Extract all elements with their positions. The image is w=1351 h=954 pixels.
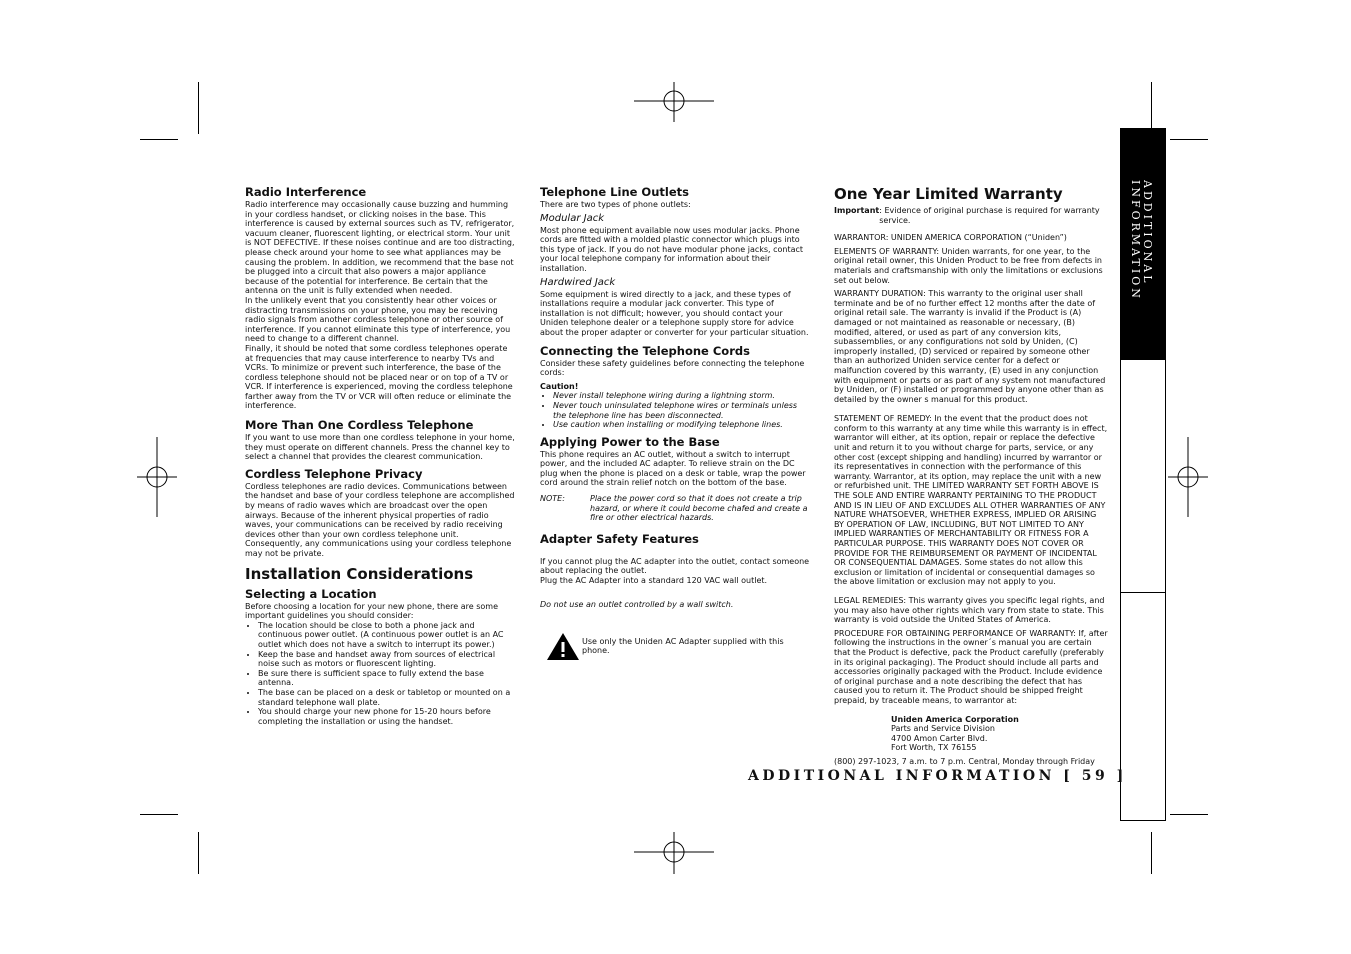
paragraph: PROCEDURE FOR OBTAINING PERFORMANCE OF WARRANTY: If, after following the instructions in the owner´s manual you are certain that the Product is defective, pack the Product carefully (preferably in its original packaging). The Product should include all parts and accessories originally packaged with the Product. Include evidence of original purchase and a note describing the defect that has caused you to return it. The Product should be shipped freight prepaid, by traceable means, to warrantor at: — [834, 628, 1108, 705]
adapter-safety-heading: Adapter Safety Features — [540, 531, 699, 546]
paragraph: Before choosing a location for your new phone, there are some important guidelines you should consider: — [245, 601, 499, 621]
registration-mark-top — [634, 82, 714, 122]
phone-line: (800) 297-1023, 7 a.m. to 7 p.m. Central, Monday through Friday — [834, 756, 1095, 766]
warning-row — [540, 631, 812, 661]
paragraph: In the unlikely event that you consistently hear other voices or distracting transmissions on your phone, you may be receiving radio signals from another cordless telephone or other source of interference. If you cannot eliminate this type of interference, you need to change to a different channel. — [245, 295, 511, 344]
crop-mark — [140, 139, 178, 140]
more-than-one-heading: More Than One Cordless Telephone — [245, 418, 474, 433]
list-item: • Be sure there is sufficient space to fully extend the base antenna. — [258, 669, 517, 688]
important-text: : Evidence of original purchase is required for warranty service. — [879, 206, 1100, 225]
column-2 — [540, 186, 812, 661]
applying-power-heading: Applying Power to the Base — [540, 434, 720, 449]
registration-mark-left — [137, 437, 177, 517]
connecting-cords-heading: Connecting the Telephone Cords — [540, 343, 750, 358]
list-item: • Keep the base and handset away from sources of electrical noise such as motors or fluorescent lighting. — [258, 650, 517, 669]
list-item: • You should charge your new phone for 15-20 hours before completing the installation or using the handset. — [258, 707, 517, 726]
column-1 — [245, 186, 517, 726]
list-item: • Use caution when installing or modifying telephone lines. — [553, 420, 812, 430]
note — [540, 494, 812, 523]
hardwired-jack-subheading: Hardwired Jack — [540, 276, 616, 288]
paragraph: Finally, it should be noted that some cordless telephones operate at frequencies that may cause interference to nearby TVs and VCRs. To minimize or prevent such interference, the base of the cordless telephone should not be placed near or on top of a TV or VCR. If interference is experienced, moving the cordless telephone farther away from the TV or VCR will often reduce or eliminate the interference. — [245, 343, 513, 411]
crop-mark — [198, 832, 199, 874]
list-item: • Never touch uninsulated telephone wires or terminals unless the telephone line has been disconnected. — [553, 401, 812, 420]
column-3 — [834, 186, 1108, 766]
paragraph: If you want to use more than one cordless telephone in your home, they must operate on different channels. Press the channel key to select a channel that provides the clearest communication. — [245, 433, 515, 462]
crop-mark — [140, 814, 178, 815]
paragraph: ELEMENTS OF WARRANTY: Uniden warrants, for one year, to the original retail owner, this Uniden Product to be free from defects in materials and craftsmanship with only the limitations or exclusions set out below. — [834, 246, 1103, 285]
warranty-heading: One Year Limited Warranty — [834, 185, 1063, 203]
outlets-heading: Telephone Line Outlets — [540, 185, 689, 199]
important-row — [834, 206, 1108, 225]
important-label: Important — [834, 206, 880, 215]
crop-mark — [1170, 139, 1208, 140]
side-tab-divider — [1120, 592, 1166, 593]
paragraph: If you cannot plug the AC adapter into the outlet, contact someone about replacing the outlet. — [540, 556, 810, 576]
note-label: NOTE: — [540, 494, 565, 504]
caution-label: Caution! — [540, 381, 579, 391]
warning-text: Use only the Uniden AC Adapter supplied with this phone. — [582, 636, 784, 656]
paragraph: Most phone equipment available now uses modular jacks. Phone cords are fitted with a molded plastic connector which plugs into this type of jack. If you do not have modular phone jacks, contact your local telephone company for information about their installation. — [540, 225, 804, 273]
address-line: Parts and Service Division — [891, 724, 995, 734]
paragraph: STATEMENT OF REMEDY: In the event that the product does not conform to this warranty at any time while this warranty is in effect, warrantor will either, at its option, repair or replace the defective unit and return it to you without charge for parts, service, or any other cost (except shipping and handling) incurred by warrantor or its representatives in connection with the performance of this warranty. Warrantor, at its option, may replace the unit with a new or refurbished unit. THE LIMITED WARRANTY SET FORTH ABOVE IS THE SOLE AND ENTIRE WARRANTY PERTAINING TO THE PRODUCT AND IS IN LIEU OF AND EXCLUDES ALL OTHER WARRANTIES OF ANY NATURE WHATSOEVER, WHETHER EXPRESS, IMPLIED OR ARISING BY OPERATION OF LAW, INCLUDING, BUT NOT LIMITED TO ANY IMPLIED WARRANTIES OF MERCHANTABILITY OR FITNESS FOR A PARTICULAR PURPOSE. THIS WARRANTY DOES NOT COVER OR PROVIDE FOR THE REIMBURSEMENT OR PAYMENT OF INCIDENTAL OR CONSEQUENTIAL DAMAGES. Some states do not allow this exclusion or limitation of incidental or consequential damages so the above limitation or exclusion may not apply to you. — [834, 414, 1108, 587]
address-line: Fort Worth, TX 76155 — [891, 743, 977, 753]
crop-mark — [198, 82, 199, 134]
paragraph: There are two types of phone outlets: — [540, 200, 691, 209]
paragraph: WARRANTY DURATION: This warranty to the original user shall terminate and be of no further effect 12 months after the date of original retail sale. The warranty is invalid if the Product is (A) damaged or not maintained as reasonable or necessary, (B) modified, altered, or used as part of any conversion kits, subassemblies, or any configurations not sold by Uniden, (C) improperly installed, (D) serviced or repaired by someone other than an authorized Uniden service center for a defect or malfunction covered by this warranty, (E) used in any conjunction with equipment or parts or as part of any system not manufactured by Uniden, or (F) installed or programmed by anyone other than as detailed by the owner s manual for this product. — [834, 289, 1106, 404]
registration-mark-bottom — [634, 832, 714, 874]
paragraph: LEGAL REMEDIES: This warranty gives you specific legal rights, and you may also have other rights which vary from state to state. This warranty is void outside the United States of America. — [834, 595, 1105, 625]
modular-jack-subheading: Modular Jack — [540, 212, 604, 224]
radio-interference-heading: Radio Interference — [245, 185, 367, 199]
page-footer: ADDITIONAL INFORMATION [ 59 ] — [748, 768, 1127, 784]
side-tab-label: ADDITIONAL INFORMATION — [1129, 180, 1154, 301]
note-text: Place the power cord so that it does not create a trip hazard, or where it could become chafed and create a fire or other electrical hazards. — [590, 494, 808, 523]
list-item: • The location should be close to both a phone jack and continuous power outlet. (A continuous power outlet is an AC outlet which does not have a switch to interrupt its power.) — [258, 621, 517, 650]
crop-mark — [1151, 832, 1152, 874]
crop-mark — [1170, 814, 1208, 815]
paragraph: Do not use an outlet controlled by a wall switch. — [540, 599, 734, 609]
paragraph: Radio interference may occasionally cause buzzing and humming in your cordless handset, or clicking noises in the base. This interference is caused by external sources such as TV, refrigerator, vacuum cleaner, fluorescent lighting, or electrical storm. Your unit is NOT DEFECTIVE. If these noises continue and are too distracting, please check around your home to see what appliances may be causing the problem. In addition, we recommend that the base not be plugged into a circuit that also powers a major appliance because of the potential for interference. Be certain that the antenna on the unit is fully extended when needed. — [245, 200, 515, 296]
crop-mark — [1151, 82, 1152, 134]
list-item: • Never install telephone wiring during a lightning storm. — [553, 391, 812, 401]
warning-icon — [546, 631, 580, 661]
paragraph: Consider these safety guidelines before connecting the telephone cords: — [540, 358, 805, 378]
registration-mark-right — [1168, 437, 1208, 517]
paragraph: WARRANTOR: UNIDEN AMERICA CORPORATION (“Uniden”) — [834, 233, 1067, 243]
paragraph: This phone requires an AC outlet, without a switch to interrupt power, and the included AC adapter. To relieve strain on the DC plug when the phone is placed on a desk or table, wrap the power cord around the strain relief notch on the bottom of the base. — [540, 449, 806, 488]
address-name: Uniden America Corporation — [891, 714, 1019, 724]
paragraph: Cordless telephones are radio devices. Communications between the handset and base of your cordless telephone are accomplished by means of radio waves which are broadcast over the open airways. Because of the inherent physical properties of radio waves, your communications can be received by radio receiving devices other than your own cordless telephone unit. Consequently, any communications using your cordless telephone may not be private. — [245, 481, 515, 558]
paragraph: Plug the AC Adapter into a standard 120 VAC wall outlet. — [540, 576, 768, 586]
privacy-heading: Cordless Telephone Privacy — [245, 466, 423, 481]
list-item: • The base can be placed on a desk or tabletop or mounted on a standard telephone wall plate. — [258, 688, 517, 707]
selecting-location-heading: Selecting a Location — [245, 586, 377, 601]
installation-heading: Installation Considerations — [245, 564, 474, 583]
paragraph: Some equipment is wired directly to a jack, and these types of installations require a modular jack converter. This type of installation is not difficult; however, you should contact your Uniden telephone dealer or a telephone supply store for advice about the proper adapter or converter for your particular situation. — [540, 289, 809, 337]
address-block — [891, 715, 1108, 753]
address-line: 4700 Amon Carter Blvd. — [891, 733, 988, 743]
